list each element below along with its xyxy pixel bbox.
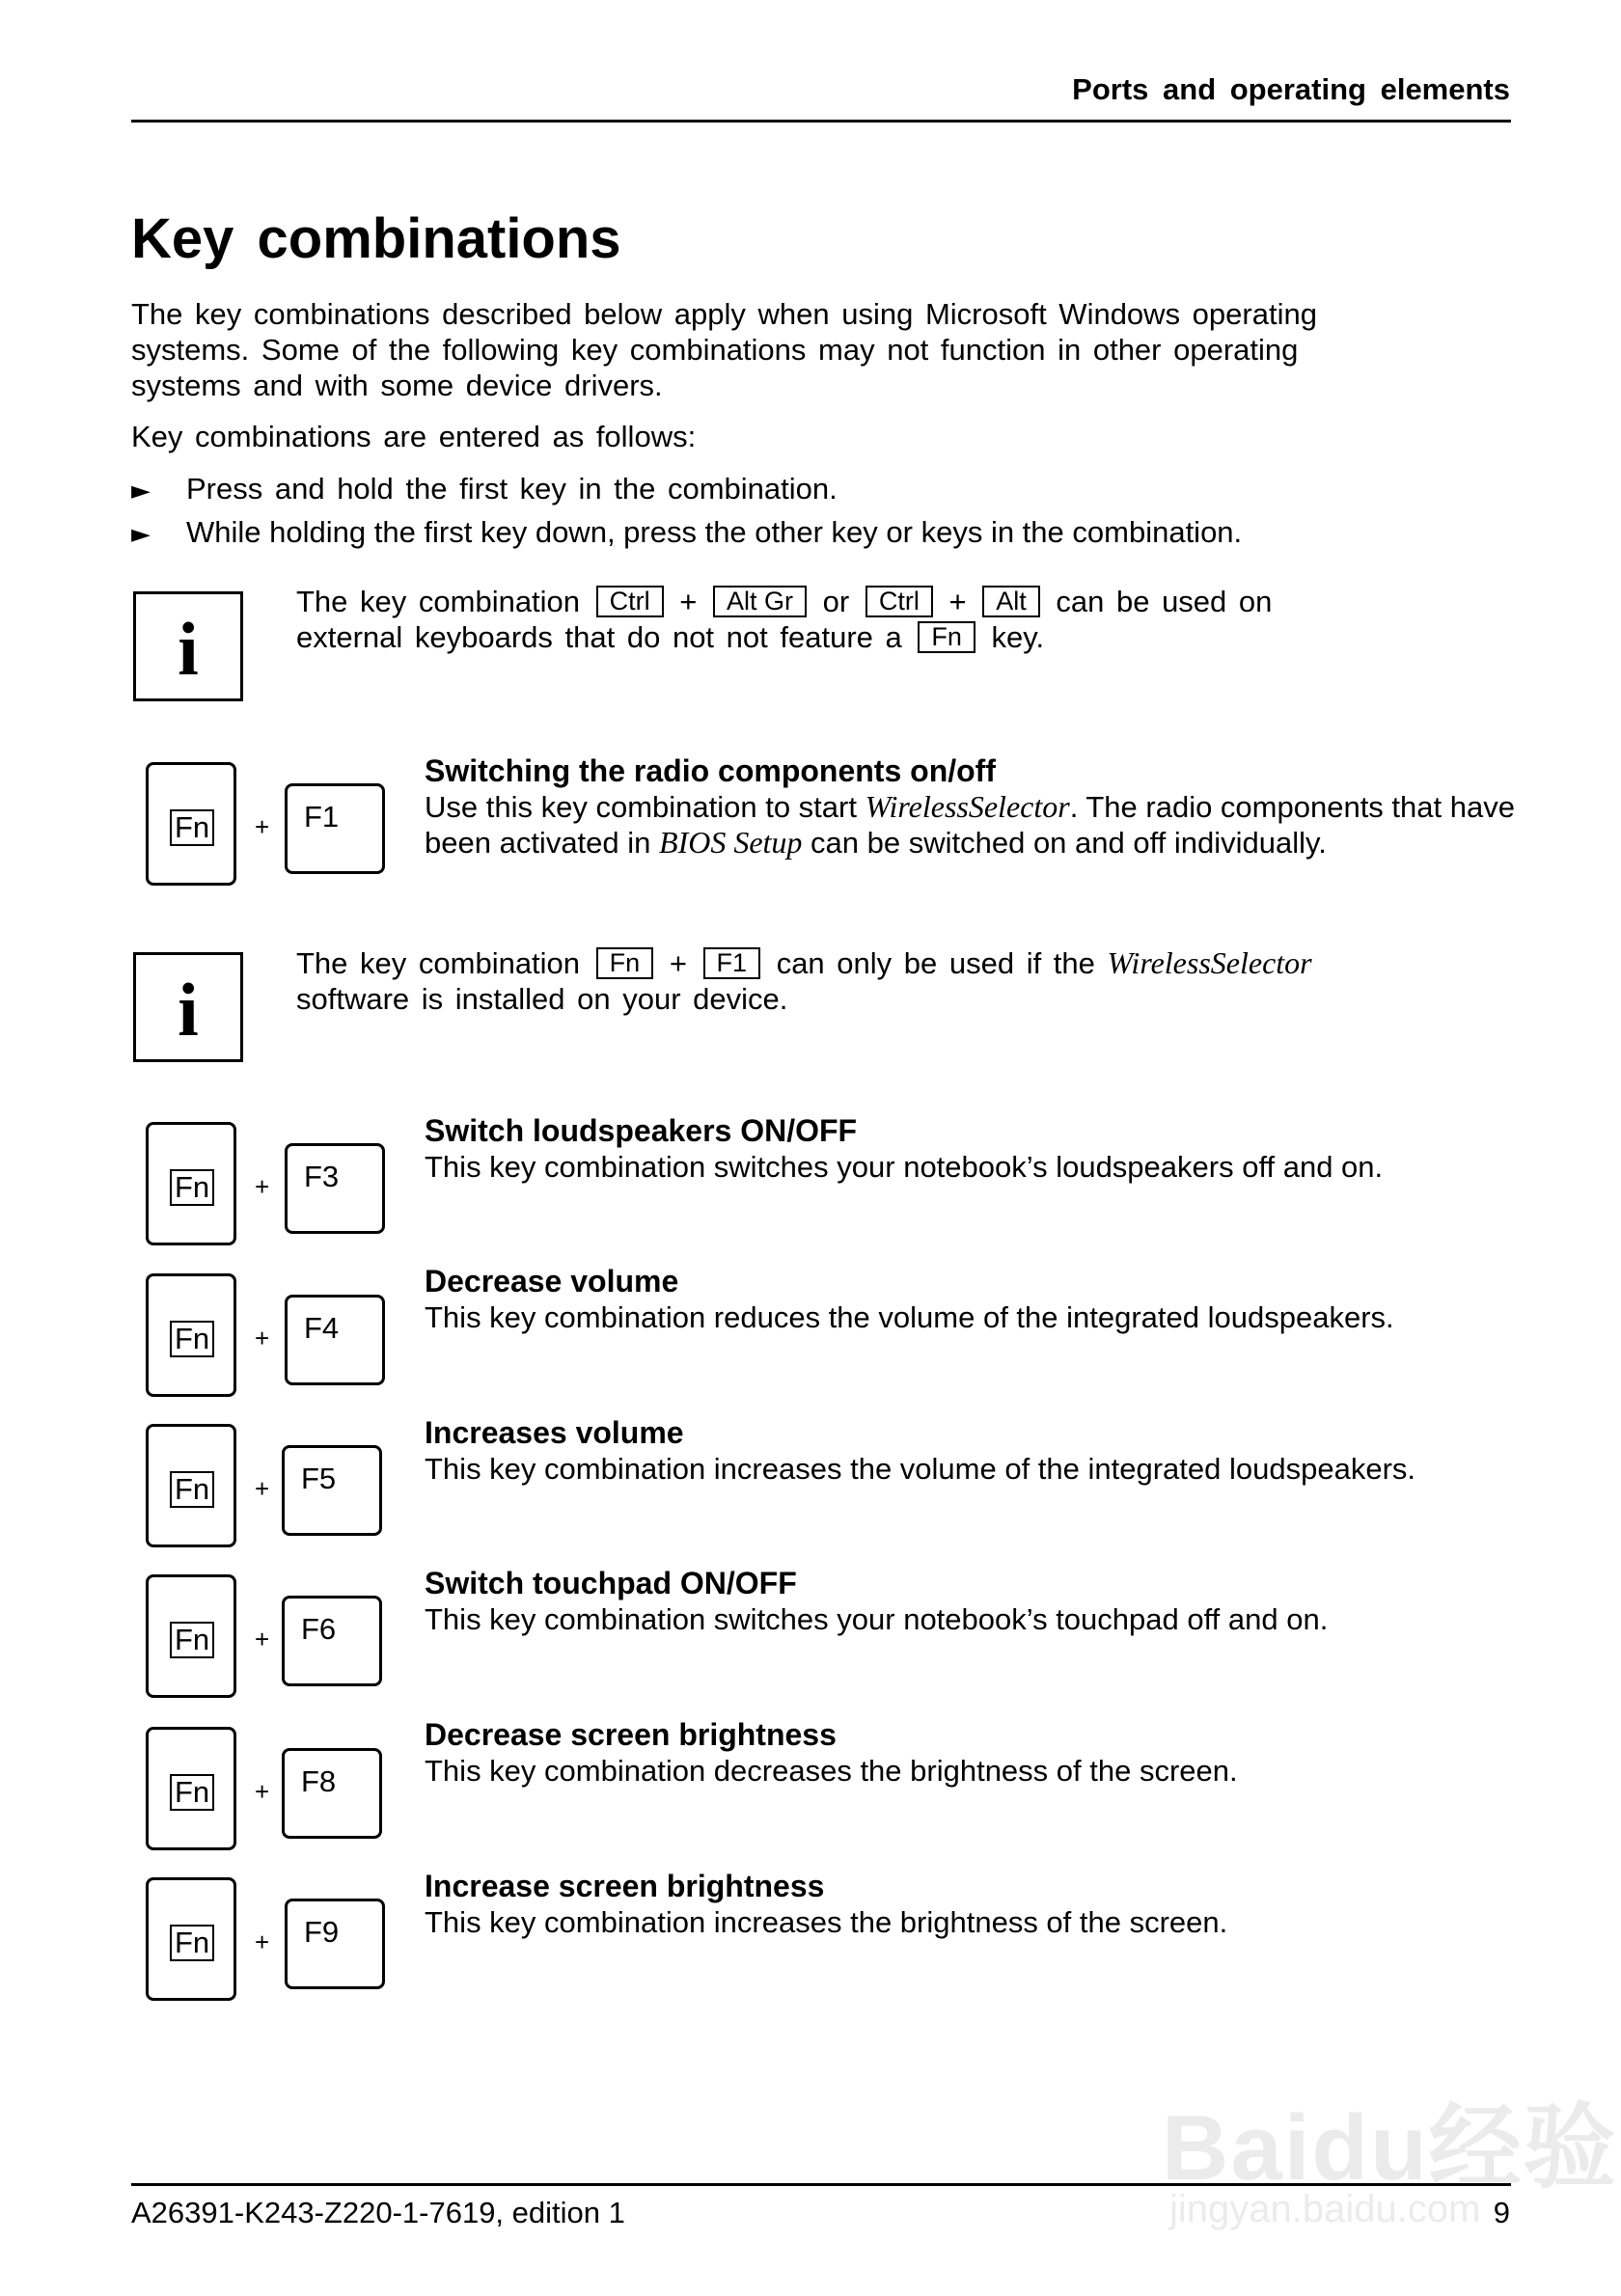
key-combo-graphic [143, 1424, 394, 1553]
key-combo-graphic [143, 1877, 394, 2007]
running-header: Ports and operating elements [1072, 72, 1510, 106]
fn-key: Fn [146, 1273, 236, 1397]
combo-title: Switch loudspeakers ON/OFF [425, 1113, 858, 1148]
page-number: 9 [1493, 2196, 1510, 2229]
combo-entry [425, 1565, 1525, 1637]
right-triangle-icon: ► [131, 520, 151, 549]
note-line: external keyboards that do not not feature a Fn key. [296, 620, 1045, 654]
key-cap: Fn [918, 621, 975, 653]
function-key: F1 [285, 783, 385, 874]
combo-title: Decrease volume [425, 1264, 679, 1298]
header-rule [131, 120, 1511, 123]
page-title: Key combinations [131, 207, 621, 270]
function-key: F5 [282, 1445, 382, 1536]
combo-description: This key combination increases the volume of the integrated loudspeakers. [425, 1452, 1416, 1486]
function-key: F4 [285, 1295, 385, 1385]
key-cap: Alt [982, 586, 1040, 617]
combo-description: This key combination reduces the volume of the integrated loudspeakers. [425, 1300, 1394, 1334]
key-combo-graphic [143, 1273, 394, 1403]
info-icon: i [133, 591, 243, 701]
combo-description: This key combination decreases the brightness of the screen. [425, 1754, 1238, 1788]
key-combo-graphic [143, 762, 394, 891]
info-icon: i [133, 952, 243, 1062]
note-line: software is installed on your device. [296, 982, 788, 1016]
combo-title: Increase screen brightness [425, 1869, 825, 1903]
fn-key: Fn [146, 1877, 236, 2001]
combo-entry [425, 752, 1525, 861]
combo-description: This key combination switches your notebook’s loudspeakers off and on. [425, 1150, 1384, 1184]
function-key: F6 [282, 1596, 382, 1686]
fn-key: Fn [146, 762, 236, 886]
combo-title: Increases volume [425, 1415, 684, 1450]
combo-entry [425, 1414, 1525, 1487]
combo-entry [425, 1716, 1525, 1789]
document-id: A26391-K243-Z220-1-7619, edition 1 [131, 2196, 625, 2229]
key-combo-graphic [143, 1574, 394, 1704]
note-line: The key combination Ctrl + Alt Gr or Ctrl + Alt can be used on [296, 585, 1273, 618]
plus-sign: + [255, 812, 270, 841]
plus-sign: + [255, 1474, 270, 1503]
combo-title: Decrease screen brightness [425, 1717, 837, 1752]
info-note [296, 584, 1272, 655]
intro-paragraph: The key combinations described below apply when using Microsoft Windows operating systems. Some of the following key combinations may not function in other operating systems and with some device drivers. [131, 297, 1317, 402]
watermark-url: jingyan.baidu.com [1169, 2188, 1481, 2230]
info-note [296, 945, 1312, 1017]
combo-description: This key combination increases the brightness of the screen. [425, 1905, 1228, 1939]
combo-title: Switching the radio components on/off [425, 753, 996, 788]
fn-key: Fn [146, 1574, 236, 1698]
right-triangle-icon: ► [131, 477, 151, 506]
plus-sign: + [255, 1927, 270, 1956]
combo-description: This key combination switches your notebook’s touchpad off and on. [425, 1602, 1329, 1636]
key-cap: Alt Gr [713, 586, 807, 617]
baidu-logo-icon: Baidu经验 [1162, 2096, 1618, 2200]
note-line: The key combination Fn + F1 can only be used if the WirelessSelector [296, 945, 1312, 980]
key-cap: Ctrl [596, 586, 664, 617]
plus-sign: + [255, 1324, 270, 1353]
key-combo-graphic [143, 1122, 394, 1251]
combo-entry [425, 1263, 1525, 1335]
function-key: F9 [285, 1899, 385, 1989]
fn-key: Fn [146, 1424, 236, 1547]
step-text: Press and hold the first key in the combination. [186, 472, 838, 506]
combo-title: Switch touchpad ON/OFF [425, 1566, 797, 1600]
key-cap: Ctrl [865, 586, 933, 617]
key-cap: F1 [703, 947, 761, 979]
combo-entry [425, 1868, 1525, 1940]
entry-instruction: Key combinations are entered as follows: [131, 420, 697, 453]
fn-key: Fn [146, 1727, 236, 1850]
plus-sign: + [255, 1172, 270, 1201]
key-cap: Fn [596, 947, 654, 979]
step-item [131, 514, 1242, 553]
plus-sign: + [255, 1625, 270, 1654]
function-key: F8 [282, 1748, 382, 1839]
function-key: F3 [285, 1143, 385, 1234]
step-item [131, 471, 838, 509]
combo-entry [425, 1112, 1525, 1185]
plus-sign: + [255, 1777, 270, 1806]
key-combo-graphic [143, 1727, 394, 1856]
step-text: While holding the first key down, press the other key or keys in the combination. [186, 515, 1243, 549]
fn-key: Fn [146, 1122, 236, 1245]
combo-description: Use this key combination to start WirelessSelector. The radio components that have been activated in BIOS Setup can be switched on and off individually. [425, 789, 1515, 860]
watermark [1140, 2074, 1618, 2238]
